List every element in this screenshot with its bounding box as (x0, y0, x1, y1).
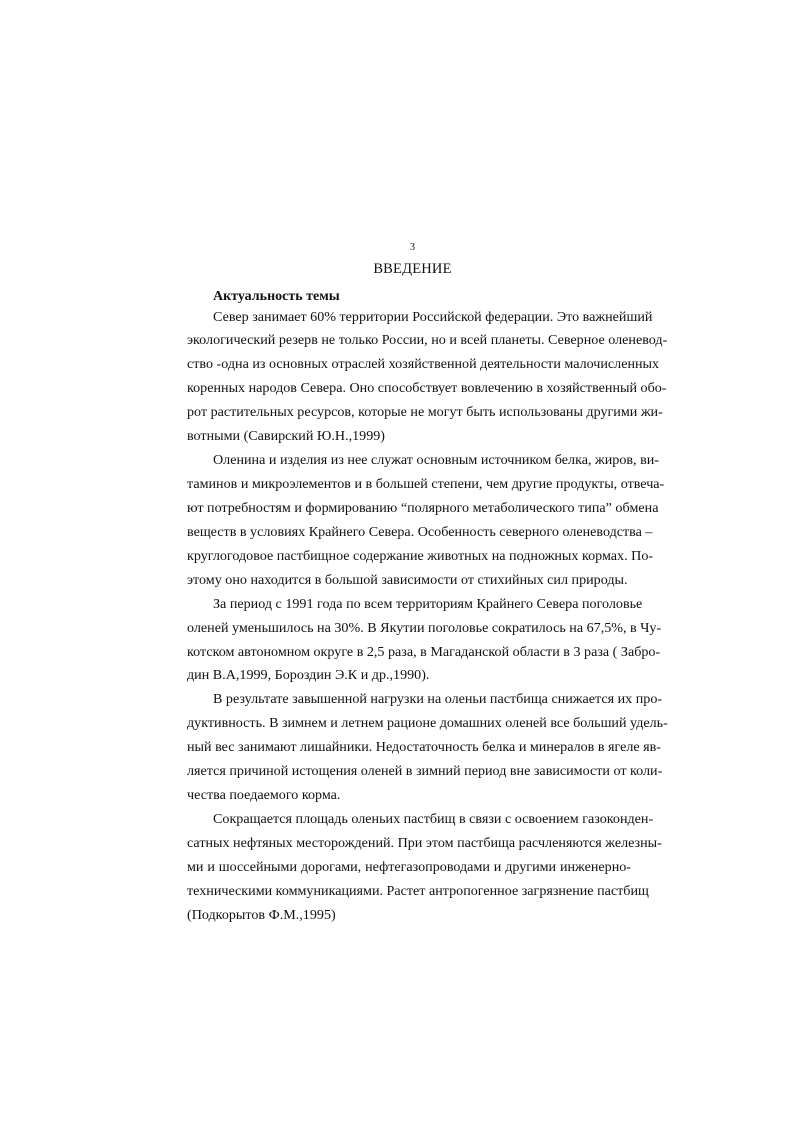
text-line: Сокращается площадь оленьих пастбищ в связи с освоением газоконден- (213, 811, 654, 827)
text-line: За период с 1991 года по всем территориям Крайнего Севера поголовье (213, 596, 643, 612)
text-line: ный вес занимают лишайники. Недостаточность белка и минералов в ягеле яв- (187, 739, 661, 755)
text-line: Оленина и изделия из нее служат основным источником белка, жиров, ви- (213, 452, 659, 468)
text-line: вотными (Савирский Ю.Н.,1999) (187, 428, 385, 444)
text-line: оленей уменьшилось на 30%. В Якутии поголовье сократилось на 67,5%, в Чу- (187, 620, 662, 636)
text-line: дуктивность. В зимнем и летнем рационе домашних оленей все больший удель- (187, 715, 668, 731)
text-line: ство -одна из основных отраслей хозяйственной деятельности малочисленных (187, 356, 660, 372)
text-line: этому оно находится в большой зависимости от стихийных сил природы. (187, 572, 628, 588)
text-line: веществ в условиях Крайнего Севера. Особенность северного оленеводства – (187, 524, 653, 540)
text-line: дин В.А,1999, Бороздин Э.К и др.,1990). (187, 667, 430, 683)
text-line: ми и шоссейными дорогами, нефтегазопроводами и другими инженерно- (187, 859, 631, 875)
page-title: ВВЕДЕНИЕ (373, 261, 452, 277)
text-line: чества поедаемого корма. (187, 787, 341, 803)
text-line: коренных народов Севера. Оно способствует вовлечению в хозяйственный обо- (187, 380, 667, 396)
text-line: экологический резерв не только России, но и всей планеты. Северное оленевод- (187, 332, 668, 348)
text-line: котском автономном округе в 2,5 раза, в Магаданской области в 3 раза ( Забро- (187, 644, 661, 660)
text-line: круглогодовое пастбищное содержание животных на подножных кормах. По- (187, 548, 654, 564)
text-line: сатных нефтяных месторождений. При этом пастбища расчленяются железны- (187, 835, 662, 851)
text-line: ют потребностям и формированию “полярного метаболического типа” обмена (187, 500, 659, 516)
text-line: (Подкорытов Ф.М.,1995) (187, 907, 336, 923)
section-heading: Актуальность темы (213, 289, 340, 304)
text-line: Север занимает 60% территории Российской федерации. Это важнейший (213, 309, 653, 325)
text-line: таминов и микроэлементов и в большей степени, чем другие продукты, отвеча- (187, 476, 665, 492)
text-line: ляется причиной истощения оленей в зимний период вне зависимости от коли- (187, 763, 663, 779)
text-line: рот растительных ресурсов, которые не могут быть использованы другими жи- (187, 404, 663, 420)
text-line: техническими коммуникациями. Растет антропогенное загрязнение пастбищ (187, 883, 649, 899)
text-line: В результате завышенной нагрузки на оленьи пастбища снижается их про- (213, 691, 663, 707)
page-number: 3 (410, 242, 415, 253)
